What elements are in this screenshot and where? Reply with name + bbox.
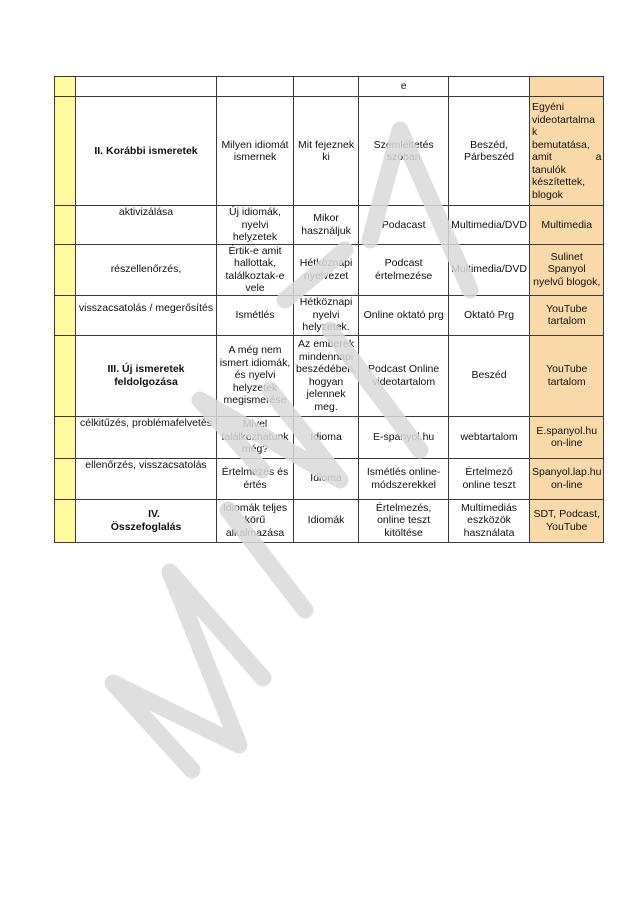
goal-cell: Mivel találkozhatunk még? <box>217 416 294 458</box>
resource-cell <box>529 97 603 206</box>
content-cell: Idiomák <box>294 499 359 542</box>
content-cell <box>294 77 359 97</box>
phase-cell <box>76 499 217 542</box>
content-cell: Mikor használjuk <box>294 206 359 245</box>
table-row <box>55 295 604 335</box>
resource-cell: Sulinet Spanyol nyelvű blogok, <box>529 244 603 295</box>
row-marker-cell <box>55 206 76 245</box>
activity-cell: Multimedia/DVD <box>449 244 530 295</box>
activity-cell: Beszéd, Párbeszéd <box>449 97 530 206</box>
row-marker-cell <box>55 244 76 295</box>
goal-cell: Idiomák teljes körű alkalmazása <box>217 499 294 542</box>
activity-cell: Oktató Prg <box>449 295 530 335</box>
row-marker-cell <box>55 416 76 458</box>
goal-cell: Ismétlés <box>217 295 294 335</box>
resource-line: k <box>531 126 538 138</box>
resource-cell: SDT, Podcast, YouTube <box>529 499 603 542</box>
resource-line: tanulók <box>531 163 566 176</box>
resource-cell: Spanyol.lap.hu on-line <box>529 458 603 499</box>
content-cell: Idioma <box>294 416 359 458</box>
method-cell: Podcast Online videotartalom <box>359 335 449 416</box>
content-cell: Hétköznapi nyelvi helyzetek. <box>294 295 359 335</box>
resource-cell <box>529 77 603 97</box>
content-cell: Az emberek mindennapi beszédében, hogyan jelennek meg. <box>294 335 359 416</box>
resource-line: Egyéni <box>531 101 565 113</box>
phase-cell: célkitűzés, problémafelvetés <box>76 416 217 458</box>
lesson-plan-table <box>54 76 604 543</box>
goal-cell: A még nem ismert idiomák, és nyelvi helyzetek megismerése <box>217 335 294 416</box>
row-marker-cell <box>55 77 76 97</box>
row-marker-cell <box>55 97 76 206</box>
phase-cell: részellenőrzés, <box>76 244 217 295</box>
resource-line: blogok <box>531 188 563 201</box>
goal-cell: Értik-e amit hallottak, találkoztak-e vele <box>217 244 294 295</box>
row-marker-cell <box>55 458 76 499</box>
phase-cell: III. Új ismeretek feldolgozása <box>76 335 217 416</box>
activity-cell: Multimediás eszközök használata <box>449 499 530 542</box>
table-row <box>55 97 604 206</box>
table-row <box>55 458 604 499</box>
phase-number: IV. <box>148 508 160 520</box>
method-cell: Értelmezés, online teszt kitöltése <box>359 499 449 542</box>
goal-cell: Milyen idiomát ismernek <box>217 97 294 206</box>
method-cell: Podcast értelmezése <box>359 244 449 295</box>
method-cell: Online oktató prg <box>359 295 449 335</box>
phase-title: Összefoglalás <box>110 520 182 533</box>
resource-line-justified: amit a <box>531 151 602 163</box>
resource-line: videotartalma <box>531 113 596 126</box>
resource-cell: Multimedia <box>529 206 603 245</box>
method-cell: Ismétlés online-módszerekkel <box>359 458 449 499</box>
row-marker-cell <box>55 499 76 542</box>
activity-cell <box>449 77 530 97</box>
method-cell: Podacast <box>359 206 449 245</box>
resource-line: készítettek, <box>531 176 586 188</box>
table-row <box>55 416 604 458</box>
table-row <box>55 499 604 542</box>
activity-cell: webtartalom <box>449 416 530 458</box>
phase-cell: visszacsatolás / megerősítés <box>76 295 217 335</box>
content-cell: Idioma <box>294 458 359 499</box>
table-row <box>55 77 604 97</box>
goal-cell: Új idiomák, nyelvi helyzetek <box>217 206 294 245</box>
goal-cell <box>217 77 294 97</box>
resource-line: bemutatása, <box>531 138 590 151</box>
table-row <box>55 244 604 295</box>
activity-cell: Értelmező online teszt <box>449 458 530 499</box>
method-cell: E-spanyol.hu <box>359 416 449 458</box>
row-marker-cell <box>55 295 76 335</box>
resource-cell: YouTube tartalom <box>529 335 603 416</box>
phase-cell <box>76 77 217 97</box>
activity-cell: Beszéd <box>449 335 530 416</box>
content-cell: Hétköznapi nyelvezet <box>294 244 359 295</box>
phase-cell: II. Korábbi ismeretek <box>76 97 217 206</box>
row-marker-cell <box>55 335 76 416</box>
method-cell: Szemléltetés szóban <box>359 97 449 206</box>
content-cell: Mit fejeznek ki <box>294 97 359 206</box>
resource-cell: E.spanyol.hu on-line <box>529 416 603 458</box>
method-cell: e <box>359 77 449 97</box>
table-row <box>55 206 604 245</box>
phase-cell: ellenőrzés, visszacsatolás <box>76 458 217 499</box>
goal-cell: Értelmezés és értés <box>217 458 294 499</box>
resource-cell: YouTube tartalom <box>529 295 603 335</box>
activity-cell: Multimedia/DVD <box>449 206 530 245</box>
table-row <box>55 335 604 416</box>
phase-cell: aktivizálása <box>76 206 217 245</box>
